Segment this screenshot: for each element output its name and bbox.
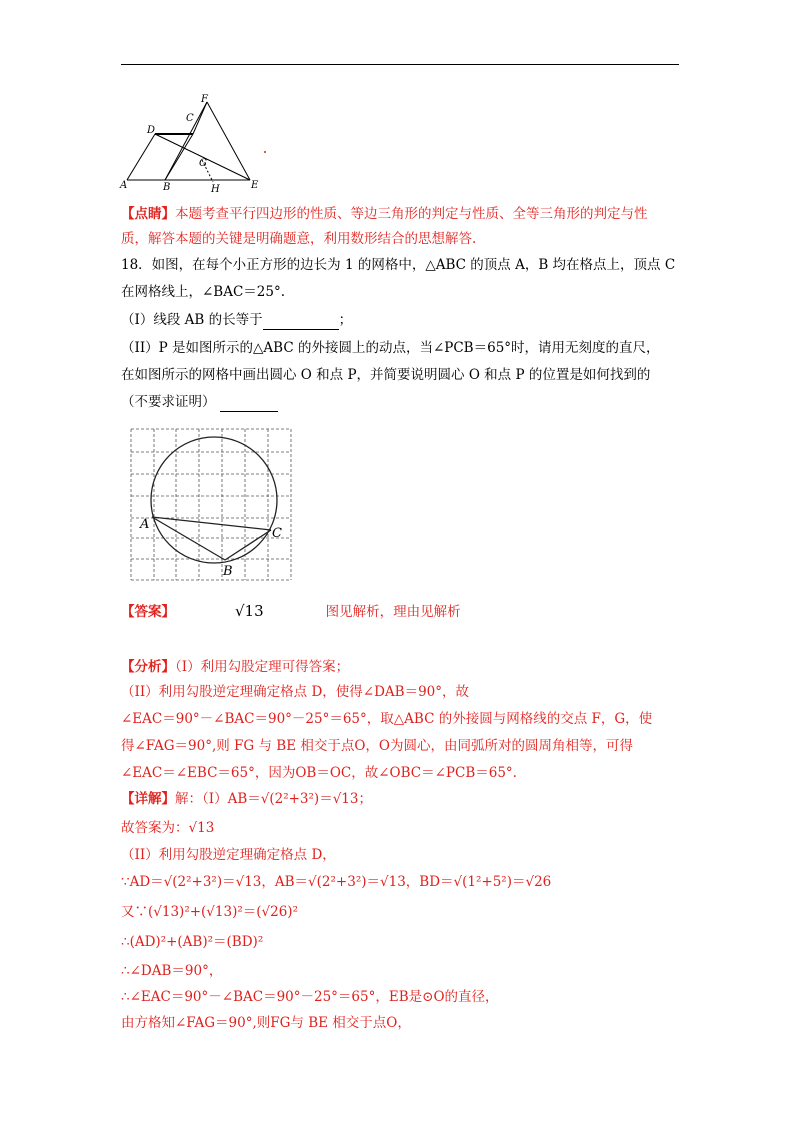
dianjing-text-1: 本题考查平行四边形的性质、等边三角形的判定与性质、全等三角形的判定与性 <box>175 206 648 222</box>
q18-part-1-text: （I）线段 AB 的长等于 <box>121 312 263 328</box>
label-A: A <box>120 180 128 191</box>
detail-line-2: 故答案为：√13 <box>121 820 215 836</box>
analysis-line-1 <box>121 658 349 676</box>
q18-part-1 <box>121 311 352 330</box>
answer-line <box>121 602 461 621</box>
dianjing-line-2: 质，解答本题的关键是明确题意，利用数形结合的思想解答. <box>121 231 477 247</box>
answer-blank-1 <box>263 311 339 330</box>
detail-line-5: 又∵(√13)²+(√13)²＝(√26)² <box>121 904 298 920</box>
detail-line-9: 由方格知∠FAG＝90°,则FG与 BE 相交于点O， <box>121 1015 411 1031</box>
grid-circle-figure <box>126 424 298 584</box>
dianjing-line-1 <box>121 205 648 223</box>
detail-line-8: ∴∠EAC＝90°－∠BAC＝90°－25°＝65°，EB是⊙O的直径， <box>121 989 499 1005</box>
fig-label-C: C <box>272 526 282 541</box>
analysis-line-3: ∠EAC＝90°－∠BAC＝90°－25°＝65°，取△ABC 的外接圆与网格线的交点 F，G，使 <box>121 711 653 727</box>
detail-line-1 <box>121 790 372 808</box>
q18-line-2: 在网格线上，∠BAC＝25°. <box>121 284 286 300</box>
label-F: F <box>201 94 208 105</box>
answer-tag: 【答案】 <box>121 604 175 620</box>
answer-note: 图见解析，理由见解析 <box>325 604 461 620</box>
label-H: H <box>211 184 220 194</box>
q18-part-2-line-3-text: （不要求证明） <box>121 394 216 410</box>
detail-line-7: ∴∠DAB＝90°， <box>121 963 223 979</box>
q18-line-1: 18．如图，在每个小正方形的边长为 1 的网格中，△ABC 的顶点 A，B 均在格点上，顶点 C <box>121 257 676 273</box>
analysis-line-5: ∠EAC＝∠EBC＝65°，因为OB＝OC，故∠OBC＝∠PCB＝65°. <box>121 765 517 781</box>
label-B: B <box>163 182 171 193</box>
detail-line-3: （II）利用勾股逆定理确定格点 D， <box>121 847 336 863</box>
header-rule <box>121 64 679 65</box>
fig-label-A: A <box>140 517 150 532</box>
label-G: G <box>199 158 207 169</box>
q18-part-2-line-3 <box>121 393 278 412</box>
analysis-tag: 【分析】 <box>121 659 175 675</box>
detail-text-1: 解：（I）AB＝√(2²+3²)＝√13； <box>175 791 372 807</box>
q18-part-2-line-1: （II）P 是如图所示的△ABC 的外接圆上的动点，当∠PCB＝65°时，请用无刻度的直尺， <box>121 340 660 356</box>
dianjing-tag: 【点睛】 <box>121 206 175 222</box>
detail-line-4: ∵AD＝√(2²+3²)＝√13，AB＝√(2²+3²)＝√13，BD＝√(1²+5²)＝√26 <box>121 874 552 890</box>
detail-tag: 【详解】 <box>121 791 175 807</box>
label-E: E <box>251 180 259 191</box>
analysis-text-1: （I）利用勾股定理可得答案； <box>175 659 350 675</box>
answer-blank-2 <box>220 393 278 412</box>
analysis-line-4: 得∠FAG＝90°,则 FG 与 BE 相交于点O，O为圆心，由同弧所对的圆周角相等，可得 <box>121 738 633 754</box>
q18-part-2-line-2: 在如图所示的网格中画出圆心 O 和点 P，并简要说明圆心 O 和点 P 的位置是如何找到的 <box>121 367 651 383</box>
label-C: C <box>186 113 194 124</box>
parallelogram-triangle-figure <box>115 92 275 194</box>
label-D: D <box>147 125 156 136</box>
circumcircle <box>151 437 277 563</box>
detail-line-6: ∴(AD)²+(AB)²＝(BD)² <box>121 934 264 950</box>
fig-label-B: B <box>223 564 233 579</box>
answer-value: √13 <box>235 602 264 620</box>
q18-part-1-end: ； <box>338 312 353 328</box>
analysis-line-2: （II）利用勾股逆定理确定格点 D，使得∠DAB＝90°，故 <box>121 684 470 700</box>
